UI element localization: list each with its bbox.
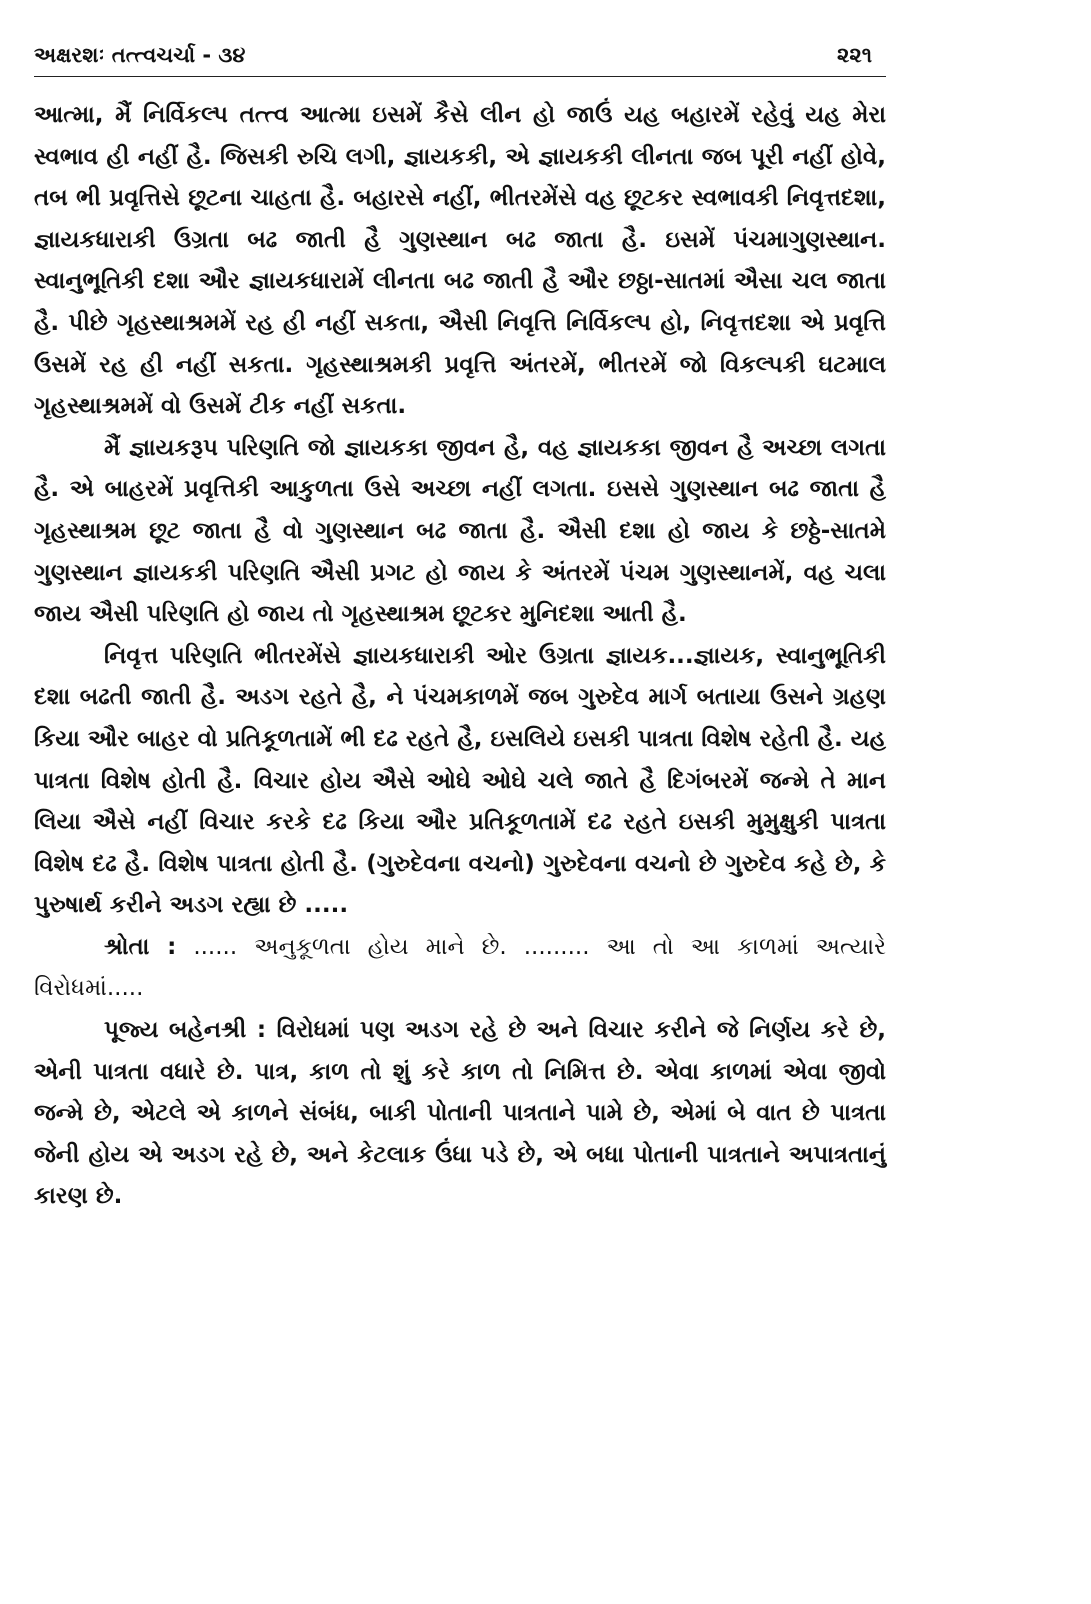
- paragraph-text: આત્મા, મૈં નિર્વિકલ્પ તત્ત્વ આત્મા ઇસમેં કૈસે લીન હો જાઉં યહ બહારમેં રહેવું યહ મેરા સ્વભાવ હી નહીં હૈ. જિસકી રુચિ લગી, જ્ઞાયકકી, એ જ્ઞાયકકી લીનતા જબ પૂરી નહીં હોવે, તબ ભી પ્રવૃત્તિસે છૂટના ચાહતા હૈ. બહારસે નહીં, ભીતરમેંસે વહ છૂટકર સ્વભાવકી નિવૃત્તદશા, જ્ઞાયકધારાકી ઉગ્રતા બઢ જાતી હૈ ગુણસ્થાન બઢ જાતા હૈ. ઇસમેં પંચમાગુણસ્થાન. સ્વાનુભૂતિકી દશા ઔર જ્ઞાયકધારામેં લીનતા બઢ જાતી હૈ ઔર છઠ્ઠા-સાતમાં ઐસા ચલ જાતા હૈ. પીછે ગૃહસ્થાશ્રમમેં રહ હી નહીં સકતા, ઐસી નિવૃત્તિ નિર્વિકલ્પ હો, નિવૃત્તદશા એ પ્રવૃત્તિ ઉસમેં રહ હી નહીં સકતા. ગૃહસ્થાશ્રમકી પ્રવૃત્તિ અંતરમેં, ભીતરમેં જો વિકલ્પકી ઘટમાલ ગૃહસ્થાશ્રમમેં વો ઉસમેં ટીક નહીં સકતા.: [34, 102, 886, 420]
- paragraph: [34, 95, 886, 428]
- speaker-label-listener: શ્રોતા :: [104, 933, 177, 960]
- paragraph: [34, 636, 886, 927]
- paragraph-text: નિવૃત્ત પરિણતિ ભીતરમેંસે જ્ઞાયકધારાકી ઓર ઉગ્રતા જ્ઞાયક...જ્ઞાયક, સ્વાનુભૂતિકી દશા બઢતી જાતી હૈ. અડગ રહતે હૈ, ને પંચમકાળમેં જબ ગુરુદેવ માર્ગ બતાયા ઉસને ગ્રહણ કિયા ઔર બાહર વો પ્રતિકૂળતામેં ભી દઢ રહતે હૈ, ઇસલિયે ઇસકી પાત્રતા વિશેષ રહેતી હૈ. યહ પાત્રતા વિશેષ હોતી હૈ. વિચાર હોય ઐસે ઓઘે ઓઘે ચલે જાતે હૈ દિગંબરમેં જન્મે તે માન લિયા ઐસે નહીં વિચાર કરકે દઢ કિયા ઔર પ્રતિકૂળતામેં દઢ રહતે ઇસકી મુમુક્ષુકી પાત્રતા વિશેષ દઢ હૈ. વિશેષ પાત્રતા હોતી હૈ. (ગુરુદેવના વચનો) ગુરુદેવના વચનો છે ગુરુદેવ કહે છે, કે પુરુષાર્થ કરીને અડગ રહ્યા છે .....: [34, 642, 886, 919]
- running-header: [34, 40, 886, 77]
- running-title: અક્ષરશઃ તત્ત્વચર્ચા - ૩૪: [34, 43, 246, 67]
- paragraph-text: વિરોધમાં પણ અડગ રહે છે અને વિચાર કરીને જે નિર્ણય કરે છે, એની પાત્રતા વધારે છે. પાત્ર, કાળ તો શું કરે કાળ તો નિમિત્ત છે. એવા કાળમાં એવા જીવો જન્મે છે, એટલે એ કાળને સંબંધ, બાકી પોતાની પાત્રતાને પામે છે, એમાં બે વાત છે પાત્રતા જેની હોય એ અડગ રહે છે, અને કેટલાક ઉંધા પડે છે, એ બધા પોતાની પાત્રતાને અપાત્રતાનું કારણ છે.: [34, 1017, 886, 1210]
- document-page: [34, 40, 886, 1218]
- speaker-paragraph: [34, 1010, 886, 1218]
- paragraph: [34, 428, 886, 636]
- body-text: [34, 95, 886, 1218]
- paragraph-text: ...... અનુકૂળતા હોય માને છે. ......... આ તો આ કાળમાં અત્યારે વિરોધમાં.....: [34, 933, 887, 1002]
- listener-paragraph: [34, 927, 886, 1010]
- page-number: ૨૨૧: [837, 43, 872, 67]
- paragraph-text: મૈં જ્ઞાયકરૂપ પરિણતિ જો જ્ઞાયકકા જીવન હૈ, વહ જ્ઞાયકકા જીવન હૈ અચ્છા લગતા હૈ. એ બાહરમેં પ્રવૃત્તિકી આકુળતા ઉસે અચ્છા નહીં લગતા. ઇસસે ગુણસ્થાન બઢ જાતા હૈ ગૃહસ્થાશ્રમ છૂટ જાતા હૈ વો ગુણસ્થાન બઢ જાતા હૈ. ઐસી દશા હો જાય કે છઠ્ઠે-સાતમે ગુણસ્થાન જ્ઞાયકકી પરિણતિ ઐસી પ્રગટ હો જાય કે અંતરમેં પંચમ ગુણસ્થાનમેં, વહ ચલા જાય ઐસી પરિણતિ હો જાય તો ગૃહસ્થાશ્રમ છૂટકર મુનિદશા આતી હૈ.: [34, 434, 886, 628]
- speaker-label-bahenshri: પૂજ્ય બહેનશ્રી :: [104, 1017, 267, 1044]
